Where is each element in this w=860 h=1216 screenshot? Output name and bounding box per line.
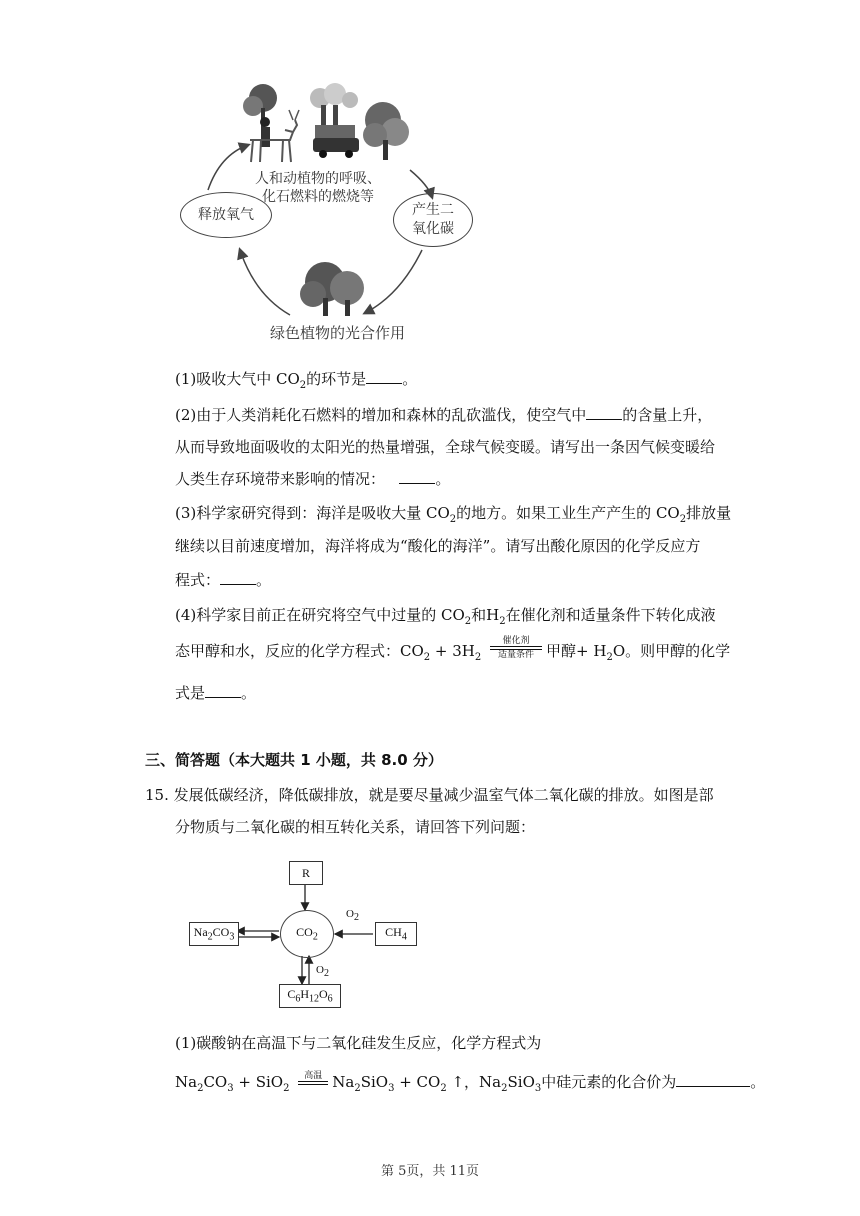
q15-line1: 15. 发展低碳经济，降低碳排放，就是要尽量减少温室气体二氧化碳的排放。如图是部 bbox=[145, 786, 714, 804]
na2co3-node: $Na_2CO_3$ bbox=[189, 922, 239, 946]
reaction-arrow-high-temp: 高温 bbox=[298, 1071, 328, 1085]
reaction-arrow-catalyst: 催化剂 适量条件 bbox=[490, 636, 542, 660]
q14-part4-line2: 态甲醇和水，反应的化学方程式：$CO_2 + 3H_2$ 催化剂 适量条件 甲醇+ $H_2O$。则甲醇的化学 bbox=[175, 636, 731, 663]
produce-co2-label-line1: 产生二 bbox=[412, 202, 454, 219]
trees-illustration bbox=[295, 258, 375, 318]
q15-part1-line1: (1)碳酸钠在高温下与二氧化硅发生反应，化学方程式为 bbox=[175, 1034, 542, 1052]
release-oxygen-ellipse bbox=[180, 192, 272, 238]
answer-blank[interactable] bbox=[586, 405, 622, 420]
cycle-bottom-label: 绿色植物的光合作用 bbox=[270, 324, 406, 342]
section-heading: 三、简答题（本大题共 1 小题，共 8.0 分） bbox=[145, 751, 443, 769]
q14-part2-line1: (2)由于人类消耗化石燃料的增加和森林的乱砍滥伐，使空气中 的含量上升， bbox=[175, 406, 713, 424]
q14-part3-line1: (3)科学家研究得到：海洋是吸收大量 $CO_2$的地方。如果工业生产产生的 $CO_2$排放量 bbox=[175, 504, 732, 525]
produce-co2-ellipse bbox=[393, 193, 473, 247]
q14-part4-line1: (4)科学家目前正在研究将空气中过量的 $CO_2$和$H_2$在催化剂和适量条件下转化成液 bbox=[175, 606, 716, 627]
q14-part1: (1)吸收大气中 $CO_2$的环节是 。 bbox=[175, 370, 418, 391]
release-oxygen-label: 释放氧气 bbox=[198, 206, 254, 223]
answer-blank[interactable] bbox=[366, 369, 402, 384]
answer-blank[interactable] bbox=[220, 570, 256, 585]
o2-label-ch4: $O_2$ bbox=[346, 908, 359, 924]
q14-part3-line3: 程式： 。 bbox=[175, 571, 272, 589]
q14-part2-line3: 人类生存环境带来影响的情况： 。 bbox=[175, 470, 451, 488]
cycle-top-label-line2: 化石燃料的燃烧等 bbox=[262, 189, 374, 205]
o2-label-glucose: $O_2$ bbox=[316, 964, 329, 980]
page-footer: 第 5页，共 11页 bbox=[380, 1164, 480, 1179]
answer-blank[interactable] bbox=[205, 683, 241, 698]
answer-blank[interactable] bbox=[676, 1072, 750, 1087]
ch4-node: $CH_4$ bbox=[375, 922, 417, 946]
answer-blank[interactable] bbox=[399, 469, 435, 484]
cycle-top-label-line1: 人和动植物的呼吸、 bbox=[255, 171, 381, 187]
respiration-combustion-illustration bbox=[235, 80, 415, 170]
q14-part3-line2: 继续以目前速度增加，海洋将成为“酸化的海洋”。请写出酸化原因的化学反应方 bbox=[175, 537, 701, 555]
question-number: 15. bbox=[145, 786, 169, 804]
q14-part4-line3: 式是 。 bbox=[175, 684, 257, 702]
glucose-node: $C_6H_{12}O_6$ bbox=[279, 984, 341, 1008]
produce-co2-label-line2: 氧化碳 bbox=[412, 221, 454, 237]
q14-part2-line2: 从而导致地面吸收的太阳光的热量增强，全球气候变暖。请写出一条因气候变暖给 bbox=[175, 438, 716, 456]
co2-node: $CO_2$ bbox=[280, 910, 334, 958]
substance-R: R bbox=[289, 861, 323, 885]
q15-line2: 分物质与二氧化碳的相互转化关系，请回答下列问题： bbox=[175, 818, 536, 836]
q15-part1-equation: $Na_2CO_3 + SiO_2$ 高温 $Na_2SiO_3 + CO_2$ ↑，$Na_2SiO_3$中硅元素的化合价为 。 bbox=[175, 1071, 766, 1094]
